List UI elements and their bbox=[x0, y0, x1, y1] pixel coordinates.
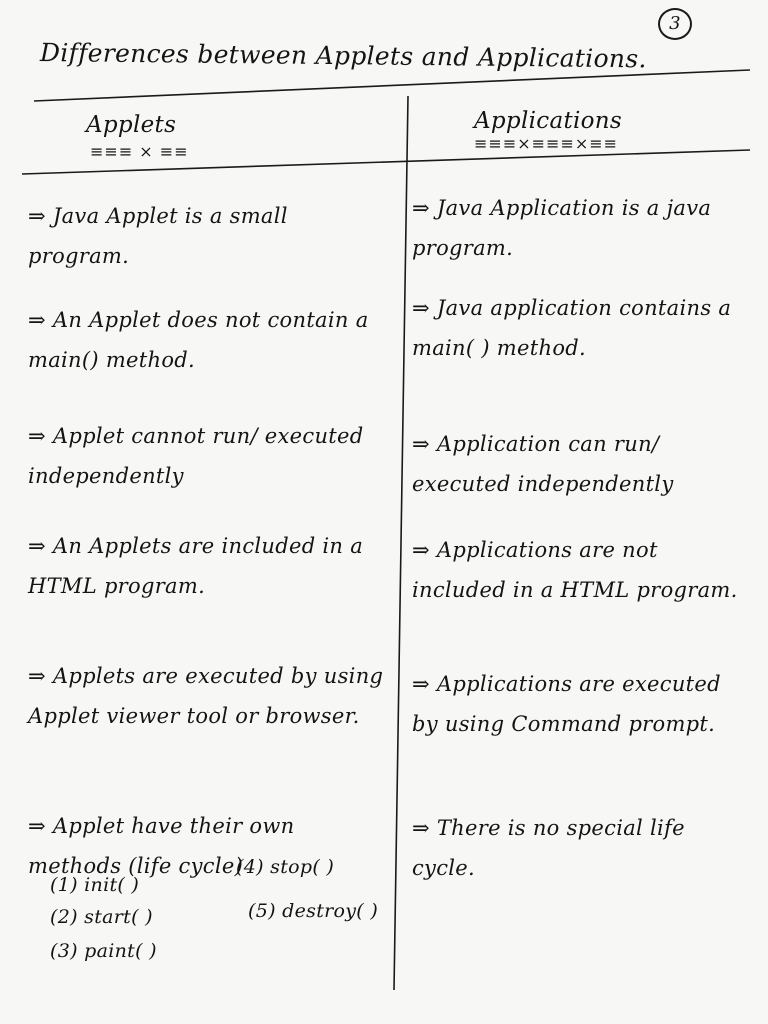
lifecycle-method: (5) destroy( ) bbox=[248, 900, 379, 922]
applet-point: ⇒ Applet cannot run/ executed independently bbox=[28, 424, 364, 488]
applet-point: ⇒ Java Applet is a small program. bbox=[28, 204, 288, 268]
application-point: ⇒ There is no special life cycle. bbox=[412, 816, 685, 880]
application-point: ⇒ Applications are executed by using Command prompt. bbox=[412, 672, 721, 736]
application-point: ⇒ Applications are not included in a HTML program. bbox=[412, 538, 738, 602]
column-header-applets: Applets bbox=[86, 112, 177, 138]
application-point: ⇒ Java Application is a java program. bbox=[412, 196, 712, 260]
page-number: 3 bbox=[658, 8, 692, 40]
application-point: ⇒ Application can run/ executed independently bbox=[412, 432, 674, 496]
header-underline-mark: ≡≡≡ × ≡≡ bbox=[90, 142, 189, 161]
column-divider bbox=[394, 96, 408, 990]
applet-point: ⇒ An Applets are included in a HTML program. bbox=[28, 534, 364, 598]
header-underline-mark: ≡≡≡×≡≡≡×≡≡ bbox=[474, 134, 619, 153]
lifecycle-method: (2) start( ) bbox=[50, 906, 153, 928]
lifecycle-method: (3) paint( ) bbox=[50, 940, 157, 962]
top-rule bbox=[34, 70, 750, 101]
lifecycle-method: (1) init( ) bbox=[50, 874, 140, 896]
application-point: ⇒ Java application contains a main( ) method. bbox=[412, 296, 732, 360]
column-header-applications: Applications bbox=[474, 108, 623, 134]
applet-point: ⇒ An Applet does not contain a main() method. bbox=[28, 308, 369, 372]
lifecycle-method: (4) stop( ) bbox=[236, 856, 335, 878]
applet-point: ⇒ Applet have their own methods (life cycle) bbox=[28, 814, 295, 878]
page-title: Differences between Applets and Applications. bbox=[39, 38, 647, 74]
applet-point: ⇒ Applets are executed by using Applet viewer tool or browser. bbox=[28, 664, 384, 728]
